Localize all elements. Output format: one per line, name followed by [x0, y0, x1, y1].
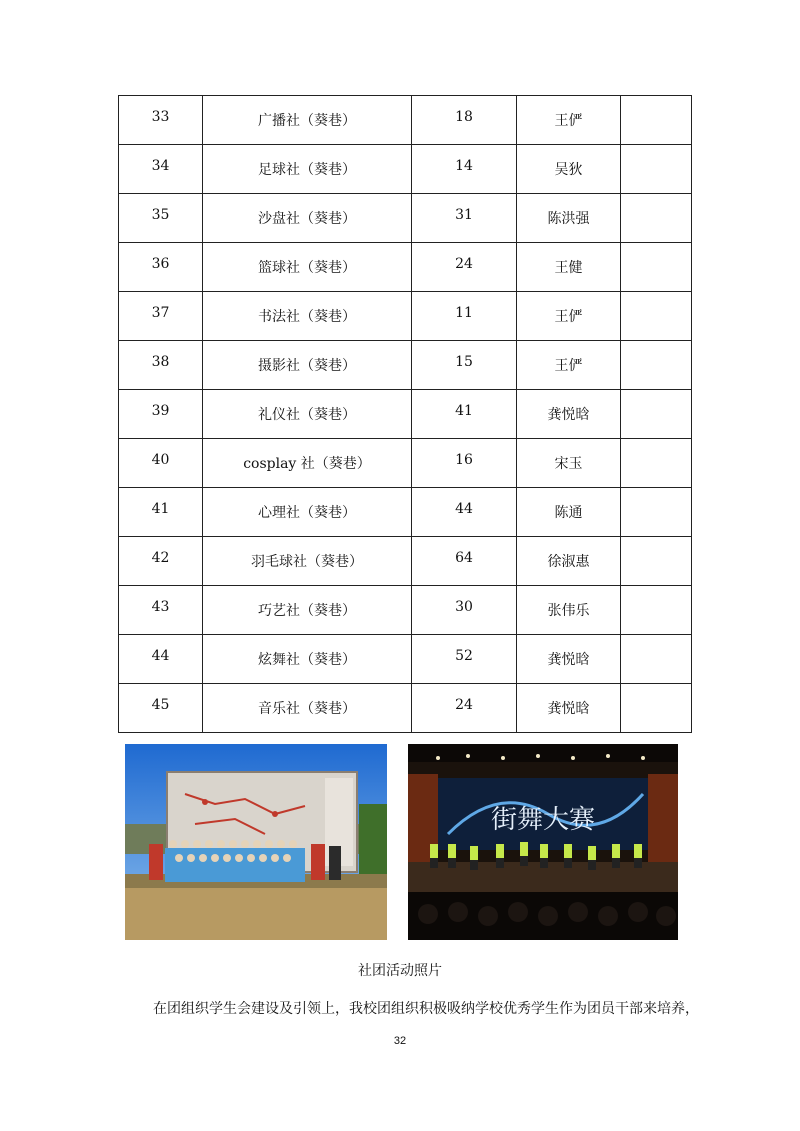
table-row — [119, 390, 692, 439]
club-name: 书法社（葵巷） — [203, 292, 412, 341]
table-row — [119, 341, 692, 390]
club-name: 沙盘社（葵巷） — [203, 194, 412, 243]
empty-cell — [621, 684, 692, 733]
empty-cell — [621, 243, 692, 292]
member-count: 11 — [412, 292, 517, 341]
teacher-name: 陈通 — [517, 488, 621, 537]
table-row — [119, 635, 692, 684]
row-number: 36 — [119, 243, 203, 292]
empty-cell — [621, 292, 692, 341]
row-number: 39 — [119, 390, 203, 439]
table-row — [119, 96, 692, 145]
stage-banner-text: 街舞大赛 — [490, 805, 596, 835]
stage-photo-illustration — [408, 744, 678, 940]
member-count: 52 — [412, 635, 517, 684]
empty-cell — [621, 145, 692, 194]
teacher-name: 宋玉 — [517, 439, 621, 488]
teacher-name: 徐淑惠 — [517, 537, 621, 586]
member-count: 30 — [412, 586, 517, 635]
empty-cell — [621, 194, 692, 243]
row-number: 33 — [119, 96, 203, 145]
club-table — [118, 95, 692, 733]
row-number: 40 — [119, 439, 203, 488]
group-photo-outdoor — [125, 744, 387, 940]
empty-cell — [621, 341, 692, 390]
club-name: 广播社（葵巷） — [203, 96, 412, 145]
teacher-name: 龚悦晗 — [517, 390, 621, 439]
row-number: 42 — [119, 537, 203, 586]
club-name: 礼仪社（葵巷） — [203, 390, 412, 439]
club-name: 羽毛球社（葵巷） — [203, 537, 412, 586]
empty-cell — [621, 96, 692, 145]
row-number: 34 — [119, 145, 203, 194]
club-name: 摄影社（葵巷） — [203, 341, 412, 390]
teacher-name: 陈洪强 — [517, 194, 621, 243]
table-row — [119, 586, 692, 635]
teacher-name: 龚悦晗 — [517, 684, 621, 733]
empty-cell — [621, 635, 692, 684]
member-count: 15 — [412, 341, 517, 390]
table-row — [119, 292, 692, 341]
empty-cell — [621, 586, 692, 635]
club-name: 心理社（葵巷） — [203, 488, 412, 537]
member-count: 18 — [412, 96, 517, 145]
teacher-name: 张伟乐 — [517, 586, 621, 635]
club-name: 巧艺社（葵巷） — [203, 586, 412, 635]
page-number: 32 — [393, 1035, 407, 1047]
teacher-name: 王健 — [517, 243, 621, 292]
club-name: cosplay 社（葵巷） — [203, 439, 412, 488]
teacher-name: 王俨 — [517, 292, 621, 341]
table-row — [119, 488, 692, 537]
photo-caption: 社团活动照片 — [358, 963, 442, 979]
member-count: 24 — [412, 243, 517, 292]
member-count: 44 — [412, 488, 517, 537]
empty-cell — [621, 390, 692, 439]
table-row — [119, 684, 692, 733]
teacher-name: 王俨 — [517, 341, 621, 390]
empty-cell — [621, 537, 692, 586]
member-count: 64 — [412, 537, 517, 586]
table-row — [119, 243, 692, 292]
club-name: 足球社（葵巷） — [203, 145, 412, 194]
row-number: 38 — [119, 341, 203, 390]
club-name: 篮球社（葵巷） — [203, 243, 412, 292]
row-number: 44 — [119, 635, 203, 684]
club-name: 音乐社（葵巷） — [203, 684, 412, 733]
table-row — [119, 439, 692, 488]
row-number: 37 — [119, 292, 203, 341]
table-row — [119, 537, 692, 586]
empty-cell — [621, 439, 692, 488]
member-count: 16 — [412, 439, 517, 488]
row-number: 43 — [119, 586, 203, 635]
group-photo-illustration — [125, 744, 387, 940]
stage-performance-photo — [408, 744, 678, 940]
empty-cell — [621, 488, 692, 537]
row-number: 35 — [119, 194, 203, 243]
body-paragraph: 在团组织学生会建设及引领上，我校团组织积极吸纳学校优秀学生作为团员干部来培养， — [153, 1001, 699, 1017]
club-name: 炫舞社（葵巷） — [203, 635, 412, 684]
member-count: 14 — [412, 145, 517, 194]
teacher-name: 王俨 — [517, 96, 621, 145]
table-row — [119, 194, 692, 243]
teacher-name: 吴狄 — [517, 145, 621, 194]
member-count: 41 — [412, 390, 517, 439]
member-count: 31 — [412, 194, 517, 243]
row-number: 41 — [119, 488, 203, 537]
teacher-name: 龚悦晗 — [517, 635, 621, 684]
member-count: 24 — [412, 684, 517, 733]
row-number: 45 — [119, 684, 203, 733]
table-row — [119, 145, 692, 194]
